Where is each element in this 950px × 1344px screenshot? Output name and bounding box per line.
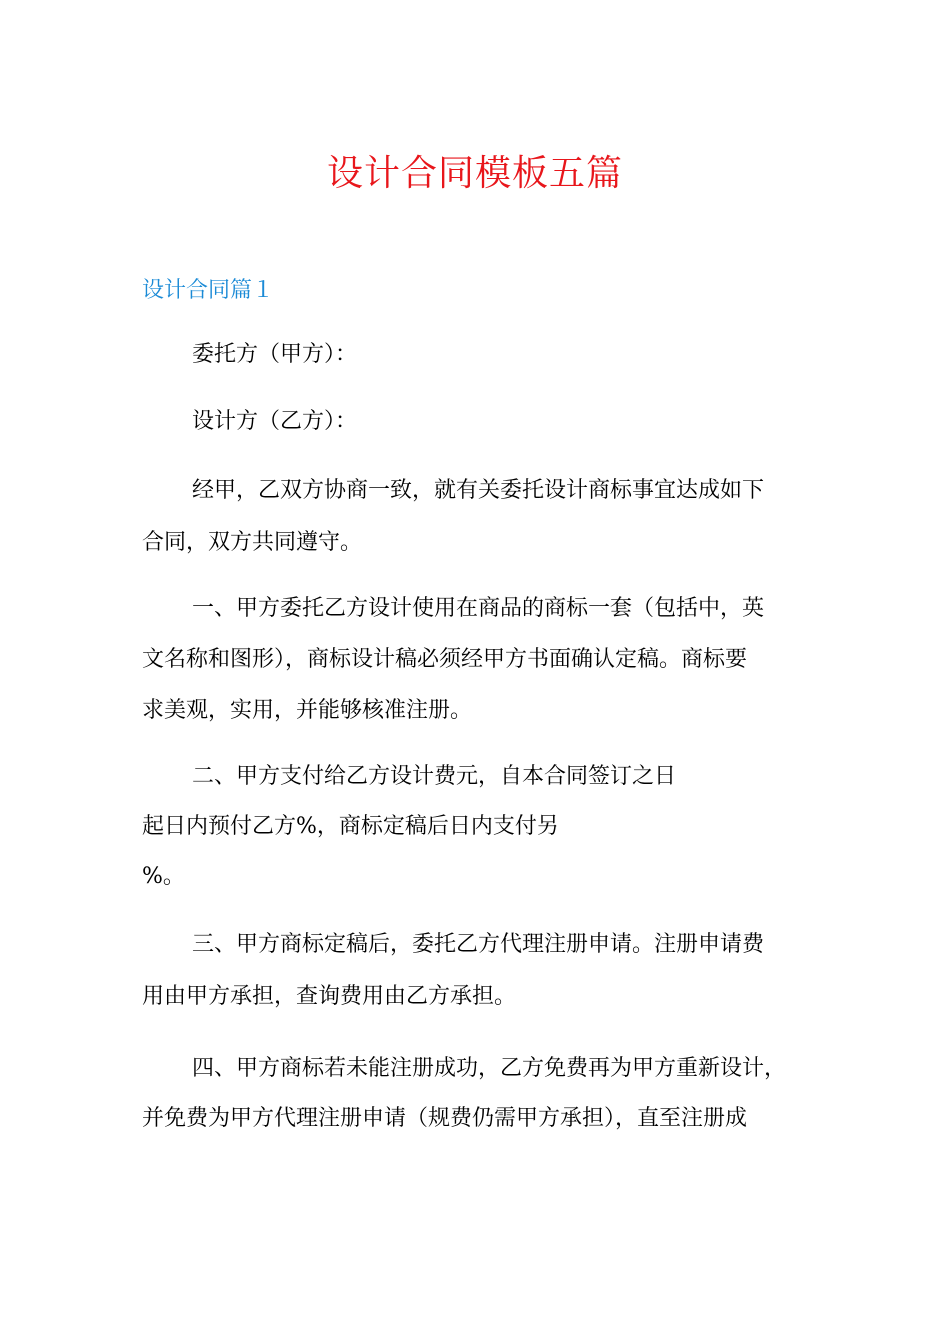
client-party-line: 委托方（甲方）： bbox=[192, 342, 358, 367]
clause-2-line: 二、甲方支付给乙方设计费元，自本合同签订之日 bbox=[192, 764, 677, 789]
document-title: 设计合同模板五篇 bbox=[326, 153, 623, 194]
designer-party-line: 设计方（乙方）： bbox=[192, 409, 358, 434]
clause-2-line: 起日内预付乙方%，商标定稿后日内支付另 bbox=[142, 814, 559, 839]
clause-4-line: 四、甲方商标若未能注册成功，乙方免费再为甲方重新设计， bbox=[192, 1056, 787, 1081]
clause-3-line: 三、甲方商标定稿后，委托乙方代理注册申请。注册申请费 bbox=[192, 932, 765, 957]
clause-3-line: 用由甲方承担，查询费用由乙方承担。 bbox=[142, 984, 517, 1009]
clause-4-line: 并免费为甲方代理注册申请（规费仍需甲方承担），直至注册成 bbox=[142, 1106, 748, 1131]
clause-1-line: 文名称和图形），商标设计稿必须经甲方书面确认定稿。商标要 bbox=[142, 647, 748, 672]
clause-1-line: 求美观，实用，并能够核准注册。 bbox=[142, 698, 473, 723]
section-heading: 设计合同篇１ bbox=[142, 278, 275, 303]
paragraph-line: 合同，双方共同遵守。 bbox=[142, 530, 363, 555]
clause-2-line: %。 bbox=[142, 864, 185, 889]
paragraph-line: 经甲，乙双方协商一致，就有关委托设计商标事宜达成如下 bbox=[192, 478, 765, 503]
clause-1-line: 一、甲方委托乙方设计使用在商品的商标一套（包括中，英 bbox=[192, 596, 765, 621]
